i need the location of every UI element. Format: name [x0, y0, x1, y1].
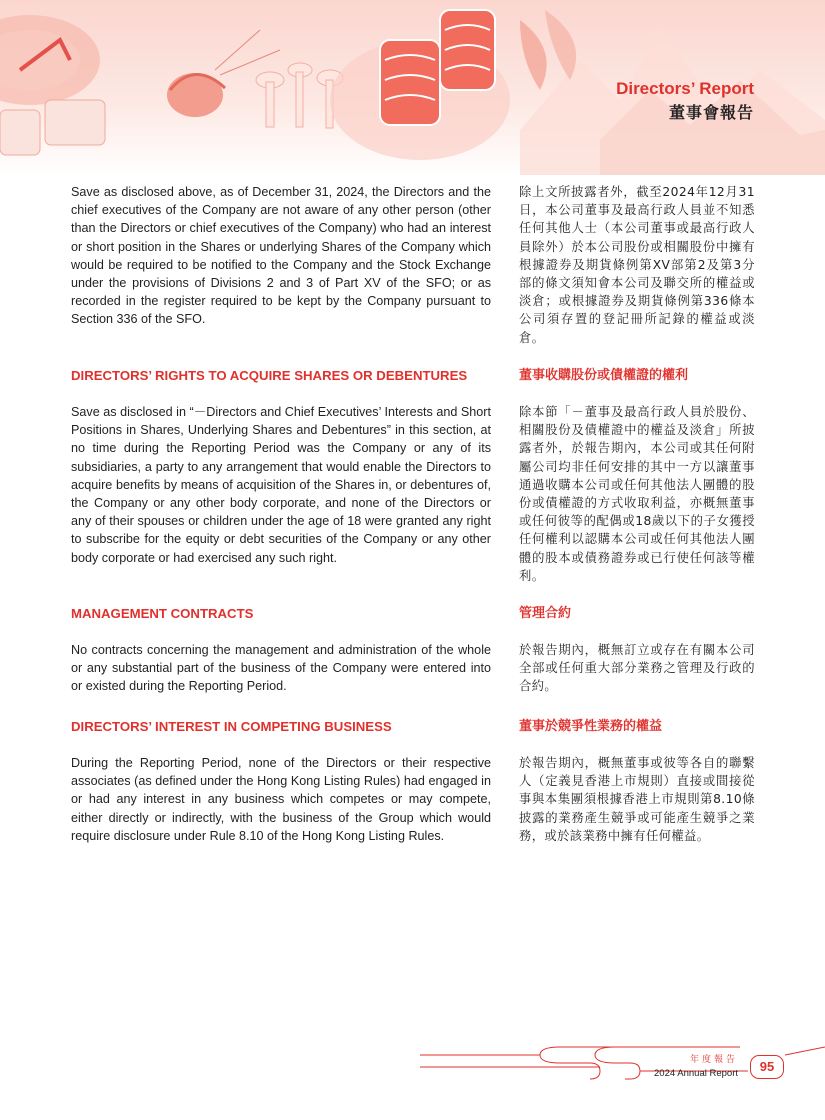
section-heading-en: DIRECTORS’ INTEREST IN COMPETING BUSINESS [71, 719, 392, 734]
section-body-zh: 除本節「－董事及最高行政人員於股份、相關股份及債權證中的權益及淡倉」所披露者外，於報告期內，本公司或其任何附屬公司均非任何安排的其中一方以讓董事通過收購本公司或任何其他法人團體的股份或債權證的方式收取利益，亦概無董事或任何彼等的配偶或18歲以下的子女獲授任何權利以認購本公司或任何其他法人團體的股本或債務證券或已行使任何該等權利。 [519, 405, 755, 583]
section-heading-zh: 董事收購股份或債權證的權利 [519, 368, 689, 383]
section-rights-zh [519, 367, 755, 385]
section-rights-en [71, 367, 491, 385]
intro-paragraph-en: Save as disclosed above, as of December 31, 2024, the Directors and the chief executives of the Company are not aware of any other person (other than the Directors or chief executives of the Company) who had an interest or short position in the Shares or underlying Shares of the Company which would be required to be notified to the Company and the Stock Exchange under the provisions of Divisions 2 and 3 of Part XV of the SFO; or as recorded in the register required to be kept by the Company pursuant to Section 336 of the SFO. [71, 185, 491, 327]
intro-zh-block [519, 183, 755, 347]
section-competing-body-en [71, 754, 491, 845]
section-competing-en [71, 718, 491, 736]
annual-report-zh: 年度報告 [689, 1055, 738, 1065]
section-competing-body-zh [519, 754, 755, 845]
footer-label [654, 1055, 738, 1080]
section-management-body-zh [519, 641, 755, 696]
section-heading-zh: 董事於競爭性業務的權益 [519, 719, 663, 734]
section-heading-zh: 管理合約 [519, 606, 572, 621]
section-management-zh [519, 605, 755, 623]
section-body-zh: 於報告期內，概無董事或彼等各自的聯繫人（定義見香港上市規則）直接或間接從事與本集團須根據香港上市規則第8.10條披露的業務產生競爭或可能產生競爭之業務，或於該業務中擁有任何權益。 [519, 756, 755, 843]
report-title-en: Directors’ Report [616, 79, 754, 98]
section-management-body-en [71, 641, 491, 696]
intro-paragraph-zh: 除上文所披露者外，截至2024年12月31日，本公司董事及最高行政人員並不知悉任何其他人士（本公司董事或最高行政人員除外）於本公司股份或相關股份中擁有根據證券及期貨條例第XV部第2及第3分部的條文須知會本公司及聯交所的權益或淡倉；或根據證券及期貨條例第336條本公司須存置的登記冊所記錄的權益或淡倉。 [519, 185, 755, 345]
page-number: 95 [750, 1055, 784, 1079]
report-title-zh: 董事會報告 [668, 105, 754, 122]
report-title [616, 79, 754, 125]
section-management-en [71, 605, 491, 623]
section-body-en: During the Reporting Period, none of the Directors or their respective associates (as defined under the Hong Kong Listing Rules) had engaged in or had any interest in any business which competes or may compete, either directly or indirectly, with the business of the Group which would require disclosure under Rule 8.10 of the Hong Kong Listing Rules. [71, 756, 491, 843]
intro-en-block [71, 183, 491, 329]
section-heading-en: DIRECTORS’ RIGHTS TO ACQUIRE SHARES OR DEBENTURES [71, 368, 468, 383]
section-body-en: Save as disclosed in “－Directors and Chief Executives’ Interests and Short Positions in Shares, Underlying Shares and Debentures” in this section, at no time during the Reporting Period was the Company or any of its subsidiaries, a party to any arrangement that would enable the Directors to acquire benefits by means of acquisition of the Shares in, or debentures of, the Company or any other body corporate, and none of the Directors or any of their spouses or children under the age of 18 were granted any right to subscribe for the equity or debt securities of the Company or any other body corporate or had exercised any such right. [71, 405, 491, 565]
section-rights-body-en [71, 403, 491, 567]
section-heading-en: MANAGEMENT CONTRACTS [71, 606, 254, 621]
section-rights-body-zh [519, 403, 755, 585]
annual-report-en: 2024 Annual Report [654, 1068, 738, 1079]
section-body-en: No contracts concerning the management and administration of the whole or any substantial part of the business of the Company were entered into or existed during the Reporting Period. [71, 643, 491, 694]
section-competing-zh [519, 718, 755, 736]
section-body-zh: 於報告期內，概無訂立或存在有關本公司全部或任何重大部分業務之管理及行政的合約。 [519, 643, 755, 694]
